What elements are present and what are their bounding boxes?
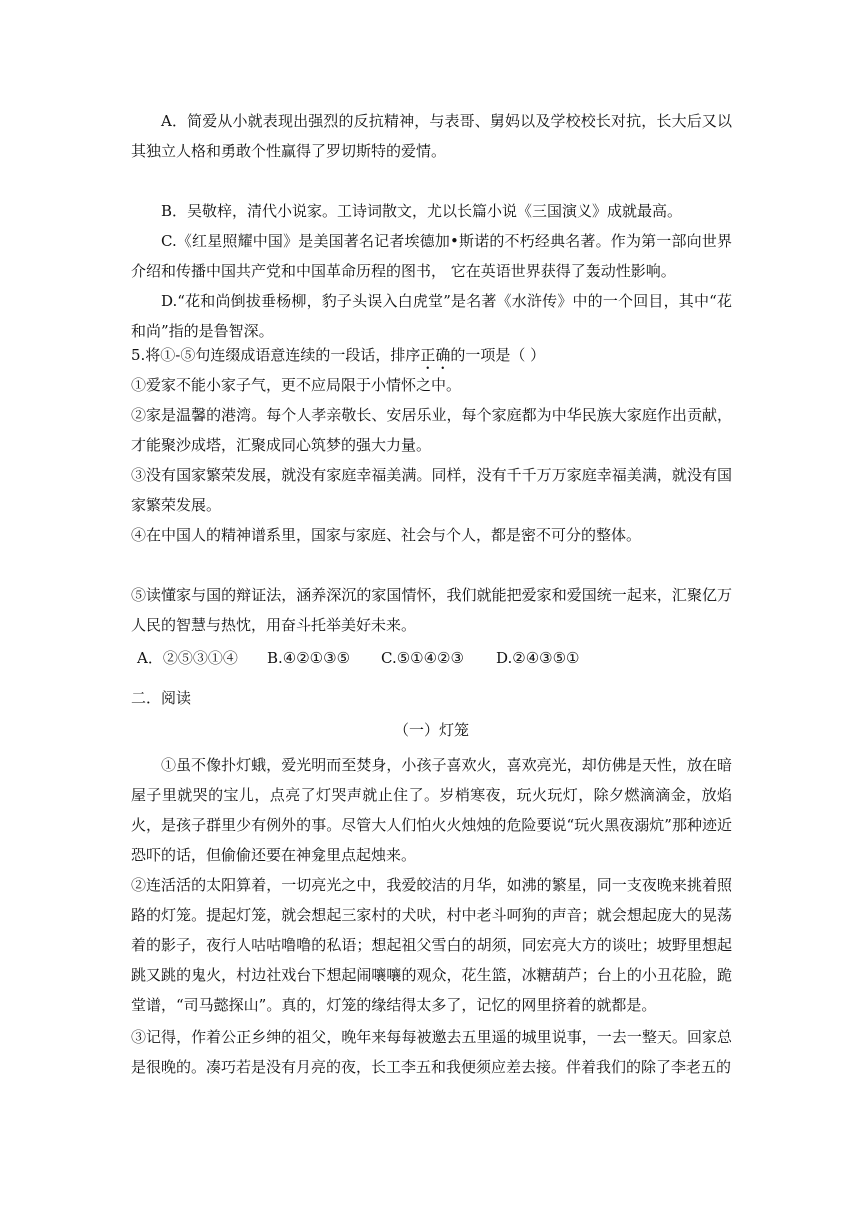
passage-paragraph-2: ②连活活的太阳算着，一切亮光之中，我爱皎洁的月华，如沸的繁星，同一支夜晚来挑着照路的灯笼。提起灯笼，就会想起三家村的犬吠，村中老斗呵狗的声音；就会想起庞大的晃荡着的影子，夜行人咕咕噜噜的私语；想起祖父雪白的胡须，同宏亮大方的谈吐；坡野里想起跳又跳的鬼火，村边社戏台下想起闹嚷嚷的观众，花生篮，冰糖葫芦；台上的小丑花脸，跪堂谱，“司马懿探山”。真的，灯笼的缘结得太多了，记忆的网里挤着的就都是。 <box>131 876 732 1014</box>
q5-sentence-2: ②家是温馨的港湾。每个人孝亲敬长、安居乐业，每个家庭都为中华民族大家庭作出贡献，才能聚沙成塔，汇聚成同心筑梦的强大力量。 <box>131 406 732 454</box>
q5-stem-emphasis: 正确 <box>420 346 451 364</box>
q4-option-c: C.《红星照耀中国》是美国著名记者埃德加•斯诺的不朽经典名著。作为第一部向世界介绍和传播中国共产党和中国革命历程的图书， 它在英语世界获得了轰动性影响。 <box>131 232 732 280</box>
q5-stem <box>131 340 732 373</box>
passage-title: （一）灯笼 <box>393 721 469 739</box>
q5-option-d: D.②④③⑤① <box>496 649 580 667</box>
q4-option-b: B．吴敬梓，清代小说家。工诗词散文，尤以长篇小说《三国演义》成就最高。 <box>161 202 683 220</box>
q5-stem-after: 的一项是（ ） <box>450 346 546 364</box>
q4-option-a: A．简爱从小就表现出强烈的反抗精神，与表哥、舅妈以及学校校长对抗，长大后又以其独立人格和勇敢个性赢得了罗切斯特的爱情。 <box>131 112 732 160</box>
q4-option-d: D.“花和尚倒拔垂杨柳，豹子头误入白虎堂”是名著《水浒传》中的一个回目，其中“花和尚”指的是鲁智深。 <box>131 292 732 340</box>
q5-option-a: A．②⑤③①④ <box>137 649 238 667</box>
q5-sentence-3: ③没有国家繁荣发展，就没有家庭幸福美满。同样，没有千千万万家庭幸福美满，就没有国家繁荣发展。 <box>131 466 732 514</box>
q5-sentence-5: ⑤读懂家与国的辩证法，涵养深沉的家国情怀，我们就能把爱家和爱国统一起来，汇聚亿万人民的智慧与热忱，用奋斗托举美好未来。 <box>131 586 732 634</box>
passage-paragraph-3: ③记得，作着公正乡绅的祖父，晚年来每每被邀去五里遥的城里说事，一去一整天。回家总是很晚的。凑巧若是没有月亮的夜，长工李五和我便须应差去接。伴着我们的除了李老五的 <box>131 1028 732 1076</box>
q5-stem-before: 5.将①-⑤句连缀成语意连续的一段话，排序 <box>131 346 421 364</box>
q5-option-b: B.④②①③⑤ <box>267 649 351 667</box>
q5-sentence-4: ④在中国人的精神谱系里，国家与家庭、社会与个人，都是密不可分的整体。 <box>131 526 642 544</box>
passage-paragraph-1: ①虽不像扑灯蛾，爱光明而至焚身，小孩子喜欢火，喜欢亮光，却仿佛是天性，放在暗屋子里就哭的宝儿，点亮了灯哭声就止住了。岁梢寒夜，玩火玩灯，除夕燃滴滴金，放焰火，是孩子群里少有例外的事。尽管大人们怕火火烛烛的危险要说“玩火黑夜溺炕”那种迹近恐吓的话，但偷偷还要在神龛里点起烛来。 <box>131 756 732 864</box>
q5-sentence-1: ①爱家不能小家子气，更不应局限于小情怀之中。 <box>131 376 462 394</box>
section-heading: 二．阅读 <box>131 689 192 707</box>
q5-option-c: C.⑤①④②③ <box>381 649 464 667</box>
